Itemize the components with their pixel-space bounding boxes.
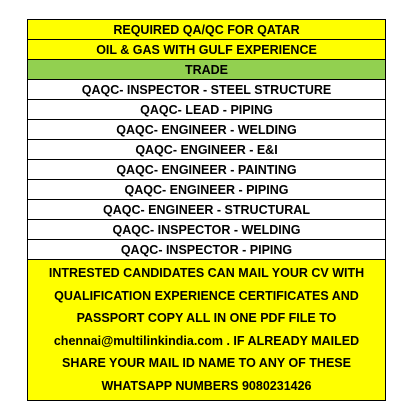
instructions-line: SHARE YOUR MAIL ID NAME TO ANY OF THESE	[62, 356, 351, 370]
trade-row: QAQC- ENGINEER - STRUCTURAL	[28, 200, 385, 220]
trade-row: QAQC- INSPECTOR - STEEL STRUCTURE	[28, 80, 385, 100]
trade-row: QAQC- ENGINEER - WELDING	[28, 120, 385, 140]
trade-row: QAQC- INSPECTOR - WELDING	[28, 220, 385, 240]
job-posting-table	[27, 19, 386, 401]
instructions-line: QUALIFICATION EXPERIENCE CERTIFICATES AND	[54, 288, 359, 303]
posting-subtitle: OIL & GAS WITH GULF EXPERIENCE	[28, 40, 385, 60]
instructions-whatsapp-line: WHATSAPP NUMBERS 9080231426	[101, 378, 312, 393]
trade-row: QAQC- ENGINEER - PIPING	[28, 180, 385, 200]
trade-row: QAQC- LEAD - PIPING	[28, 100, 385, 120]
trade-row: QAQC- ENGINEER - E&I	[28, 140, 385, 160]
posting-title: REQUIRED QA/QC FOR QATAR	[28, 20, 385, 40]
trade-row: QAQC- INSPECTOR - PIPING	[28, 240, 385, 260]
trade-header: TRADE	[28, 60, 385, 80]
application-instructions	[28, 260, 385, 400]
instructions-line: INTRESTED CANDIDATES CAN MAIL YOUR CV WITH	[48, 266, 365, 280]
instructions-line: PASSPORT COPY ALL IN ONE PDF FILE TO	[76, 311, 337, 325]
instructions-email-line: chennai@multilinkindia.com . IF ALREADY MAILED	[53, 333, 360, 348]
trade-row: QAQC- ENGINEER - PAINTING	[28, 160, 385, 180]
